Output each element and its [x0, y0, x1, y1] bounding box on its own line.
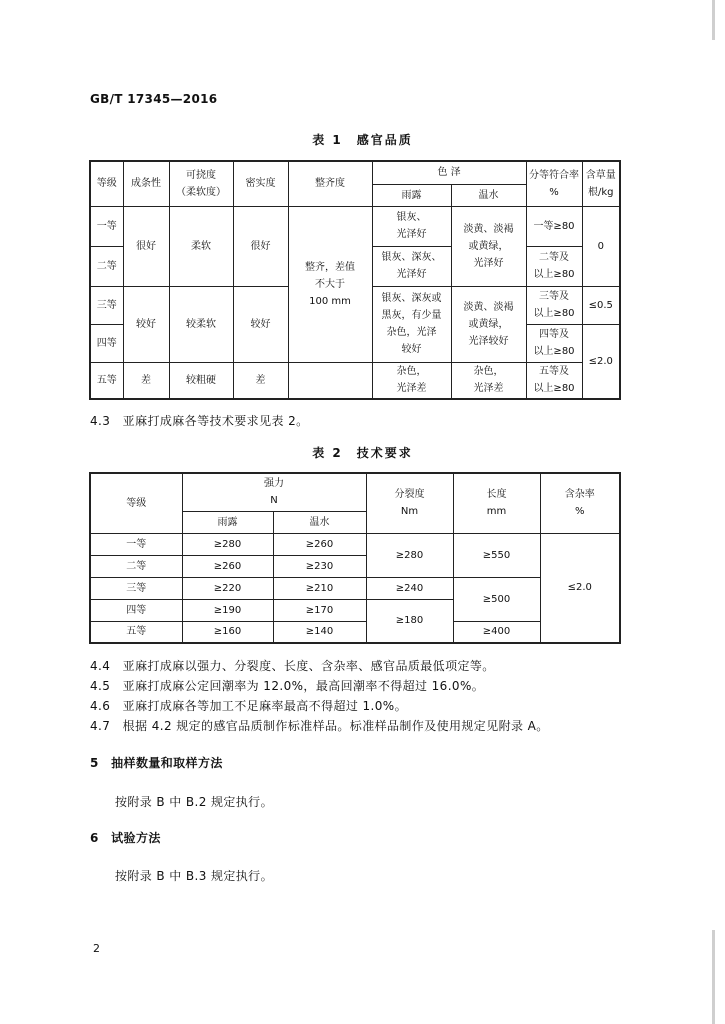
t1-flex-34: 较柔软	[169, 286, 233, 362]
t1-flex-12: 柔软	[169, 206, 233, 286]
t1-h-dense: 密实度	[233, 161, 288, 206]
section-5-title: 5 抽样数量和取样方法	[90, 756, 223, 770]
t2-h-grade: 等级	[90, 473, 182, 533]
t1-strip-34: 较好	[123, 286, 169, 362]
t1-dense-5: 差	[233, 362, 288, 399]
section-6-text: 按附录 B 中 B.3 规定执行。	[115, 869, 273, 883]
t1-impurity-45: ≤2.0	[582, 324, 620, 399]
t2-impurity-all: ≤2.0	[540, 533, 620, 643]
t1-warm-5: 杂色， 光泽差	[451, 362, 526, 399]
t1-grade-3: 三等	[90, 286, 123, 324]
t1-h-strip: 成条性	[123, 161, 169, 206]
t2-grade-4: 四等	[90, 599, 182, 621]
t1-flex-5: 较粗硬	[169, 362, 233, 399]
t1-h-impurity: 含草量 根/kg	[582, 161, 620, 206]
t2-length-34: ≥500	[453, 577, 540, 621]
t1-rain-5: 杂色， 光泽差	[372, 362, 451, 399]
table2-technical-requirements	[89, 472, 621, 644]
t1-neat-5	[288, 362, 372, 399]
t2-rain-3: ≥220	[182, 577, 273, 599]
t1-h-flex: 可挠度 （柔软度）	[169, 161, 233, 206]
t2-h-length: 长度 mm	[453, 473, 540, 533]
page-number: 2	[93, 942, 100, 955]
t1-impurity-12: 0	[582, 206, 620, 286]
t1-warm-34: 淡黄、淡褐 或黄绿， 光泽较好	[451, 286, 526, 362]
t2-warm-2: ≥230	[273, 555, 366, 577]
t2-rain-1: ≥280	[182, 533, 273, 555]
section-6-title: 6 试验方法	[90, 831, 161, 845]
t1-grade-1: 一等	[90, 206, 123, 246]
t1-rate-5: 五等及 以上≥80	[526, 362, 582, 399]
t1-grade-5: 五等	[90, 362, 123, 399]
t2-rain-2: ≥260	[182, 555, 273, 577]
t1-grade-4: 四等	[90, 324, 123, 362]
section-5-text: 按附录 B 中 B.2 规定执行。	[115, 795, 273, 809]
t1-impurity-3: ≤0.5	[582, 286, 620, 324]
t2-grade-1: 一等	[90, 533, 182, 555]
t2-h-rain: 雨露	[182, 511, 273, 533]
table1-caption: 表 1 感官品质	[312, 133, 413, 147]
t2-length-5: ≥400	[453, 621, 540, 643]
t2-warm-5: ≥140	[273, 621, 366, 643]
t1-h-rate: 分等符合率 %	[526, 161, 582, 206]
t2-grade-5: 五等	[90, 621, 182, 643]
t1-rate-1: 一等≥80	[526, 206, 582, 246]
t2-warm-4: ≥170	[273, 599, 366, 621]
t1-h-grade: 等级	[90, 161, 123, 206]
t2-split-45: ≥180	[366, 599, 453, 643]
table1-sensory-quality	[89, 160, 621, 400]
standard-number: GB/T 17345—2016	[90, 92, 218, 106]
t1-rain-2: 银灰、深灰、 光泽好	[372, 246, 451, 286]
scan-edge-bottom	[712, 930, 715, 1024]
t1-dense-12: 很好	[233, 206, 288, 286]
t2-rain-4: ≥190	[182, 599, 273, 621]
t1-h-neat: 整齐度	[288, 161, 372, 206]
clause-4-7: 4.7 根据 4.2 规定的感官品质制作标准样品。标准样品制作及使用规定见附录 A。	[90, 719, 549, 733]
clause-4-4: 4.4 亚麻打成麻以强力、分裂度、长度、含杂率、感官品质最低项定等。	[90, 659, 495, 673]
table2-caption: 表 2 技术要求	[312, 446, 413, 460]
t2-h-impurity: 含杂率 %	[540, 473, 620, 533]
t1-h-color: 色 泽	[372, 161, 526, 184]
t1-neat-14: 整齐，差值 不大于 100 mm	[288, 206, 372, 362]
clause-4-3: 4.3 亚麻打成麻各等技术要求见表 2。	[90, 414, 309, 428]
t2-length-12: ≥550	[453, 533, 540, 577]
t1-strip-12: 很好	[123, 206, 169, 286]
t1-rate-3: 三等及 以上≥80	[526, 286, 582, 324]
t2-grade-3: 三等	[90, 577, 182, 599]
t1-strip-5: 差	[123, 362, 169, 399]
t1-h-rain: 雨露	[372, 184, 451, 206]
t2-rain-5: ≥160	[182, 621, 273, 643]
t2-split-3: ≥240	[366, 577, 453, 599]
clause-4-5: 4.5 亚麻打成麻公定回潮率为 12.0%，最高回潮率不得超过 16.0%。	[90, 679, 485, 693]
t2-grade-2: 二等	[90, 555, 182, 577]
t2-h-split: 分裂度 Nm	[366, 473, 453, 533]
t2-h-warm: 温水	[273, 511, 366, 533]
t2-h-strength: 强力 N	[182, 473, 366, 511]
t1-warm-12: 淡黄、淡褐 或黄绿， 光泽好	[451, 206, 526, 286]
t1-rain-1: 银灰、 光泽好	[372, 206, 451, 246]
t1-h-warm: 温水	[451, 184, 526, 206]
t1-rate-2: 二等及 以上≥80	[526, 246, 582, 286]
clause-4-6: 4.6 亚麻打成麻各等加工不足麻率最高不得超过 1.0%。	[90, 699, 407, 713]
t1-rate-4: 四等及 以上≥80	[526, 324, 582, 362]
t1-grade-2: 二等	[90, 246, 123, 286]
t1-dense-34: 较好	[233, 286, 288, 362]
scan-edge-top	[712, 0, 715, 40]
t2-warm-3: ≥210	[273, 577, 366, 599]
t2-warm-1: ≥260	[273, 533, 366, 555]
t1-rain-34: 银灰、深灰或 黑灰，有少量 杂色，光泽 较好	[372, 286, 451, 362]
t2-split-12: ≥280	[366, 533, 453, 577]
